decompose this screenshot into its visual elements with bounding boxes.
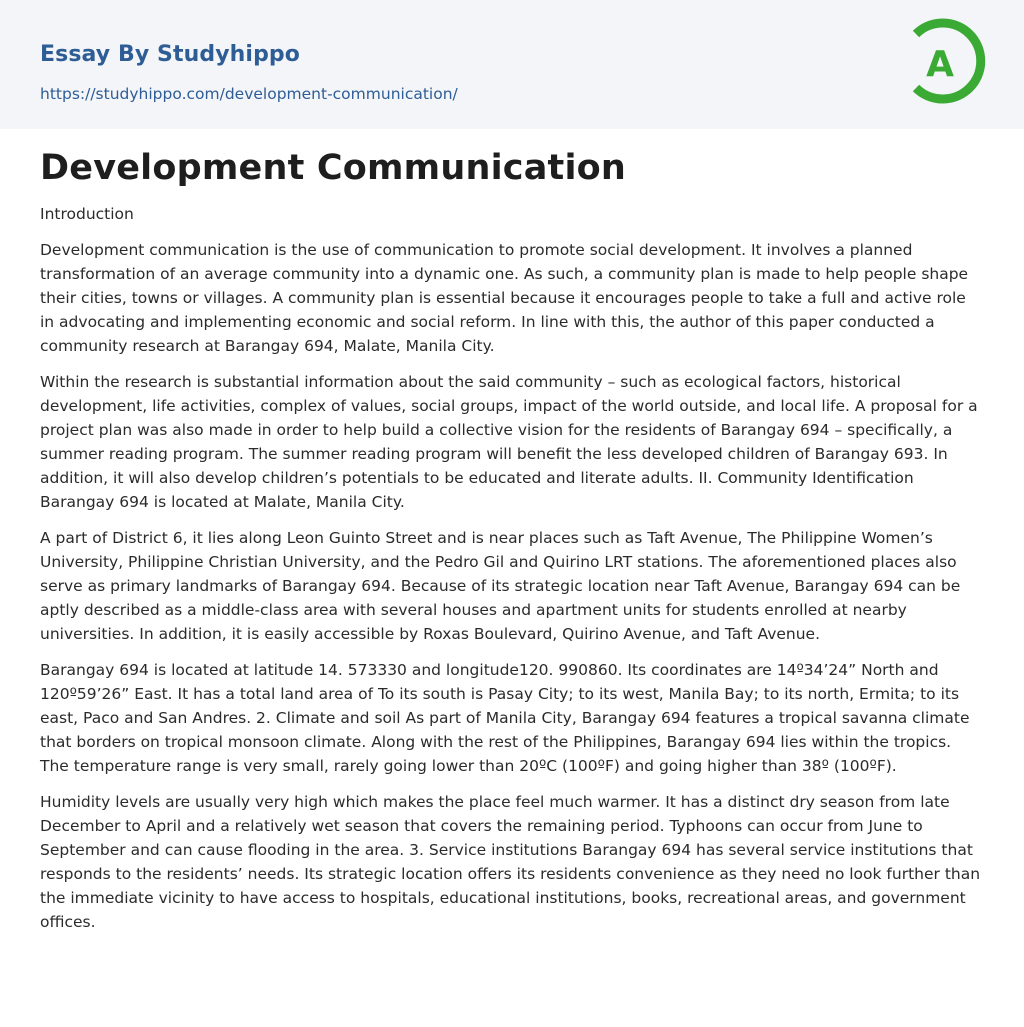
paragraph-1: Development communication is the use of communication to promote social development. It involves a planned transformation of an average community into a dynamic one. As such, a community plan is made to help people shape their cities, towns or villages. A community plan is essential because it encourages people to take a full and active role in advocating and implementing economic and social reform. In line with this, the author of this paper conducted a community research at Barangay 694, Malate, Manila City. <box>40 241 969 355</box>
logo-letter: A <box>926 44 954 85</box>
paragraph-3: A part of District 6, it lies along Leon Guinto Street and is near places such as Taft Avenue, The Philippine Women’s University, Philippine Christian University, and the Pedro Gil and Quirino LRT stations. The aforementioned places also serve as primary landmarks of Barangay 694. Because of its strategic location near Taft Avenue, Barangay 694 can be aptly described as a middle-class area with several houses and apartment units for students enrolled at nearby universities. In addition, it is easily accessible by Roxas Boulevard, Quirino Avenue, and Taft Avenue. <box>40 529 961 643</box>
page-title: Development Communication <box>40 148 627 188</box>
essay-url-link[interactable]: https://studyhippo.com/development-communication/ <box>40 85 458 103</box>
logo-ring-icon <box>906 18 988 106</box>
brand-title[interactable]: Essay By Studyhippo <box>40 42 300 67</box>
studyhippo-logo[interactable] <box>906 18 988 106</box>
paragraph-4: Barangay 694 is located at latitude 14. 573330 and longitude120. 990860. Its coordinates are 14º34’24” North and 120º59’26” East. It has a total land area of To its south is Pasay City; to its west, Manila Bay; to its north, Ermita; to its east, Paco and San Andres. 2. Climate and soil As part of Manila City, Barangay 694 features a tropical savanna climate that borders on tropical monsoon climate. Along with the rest of the Philippines, Barangay 694 lies within the tropics. The temperature range is very small, rarely going lower than 20ºC (100ºF) and going higher than 38º (100ºF). <box>40 661 970 775</box>
section-heading-introduction: Introduction <box>40 205 134 223</box>
article <box>40 140 984 934</box>
paragraph-5: Humidity levels are usually very high which makes the place feel much warmer. It has a distinct dry season from late December to April and a relatively wet season that covers the remaining period. Typhoons can occur from June to September and can cause flooding in the area. 3. Service institutions Barangay 694 has several service institutions that responds to the residents’ needs. Its strategic location offers its residents convenience as they need no look further than the immediate vicinity to have access to hospitals, educational institutions, books, recreational areas, and government offices. <box>40 793 981 931</box>
site-header <box>0 0 1024 129</box>
paragraph-2: Within the research is substantial information about the said community – such as ecological factors, historical development, life activities, complex of values, social groups, impact of the world outside, and local life. A proposal for a project plan was also made in order to help build a collective vision for the residents of Barangay 694 – specifically, a summer reading program. The summer reading program will benefit the less developed children of Barangay 693. In addition, it will also develop children’s potentials to be educated and literate adults. II. Community Identification Barangay 694 is located at Malate, Manila City. <box>40 373 978 511</box>
